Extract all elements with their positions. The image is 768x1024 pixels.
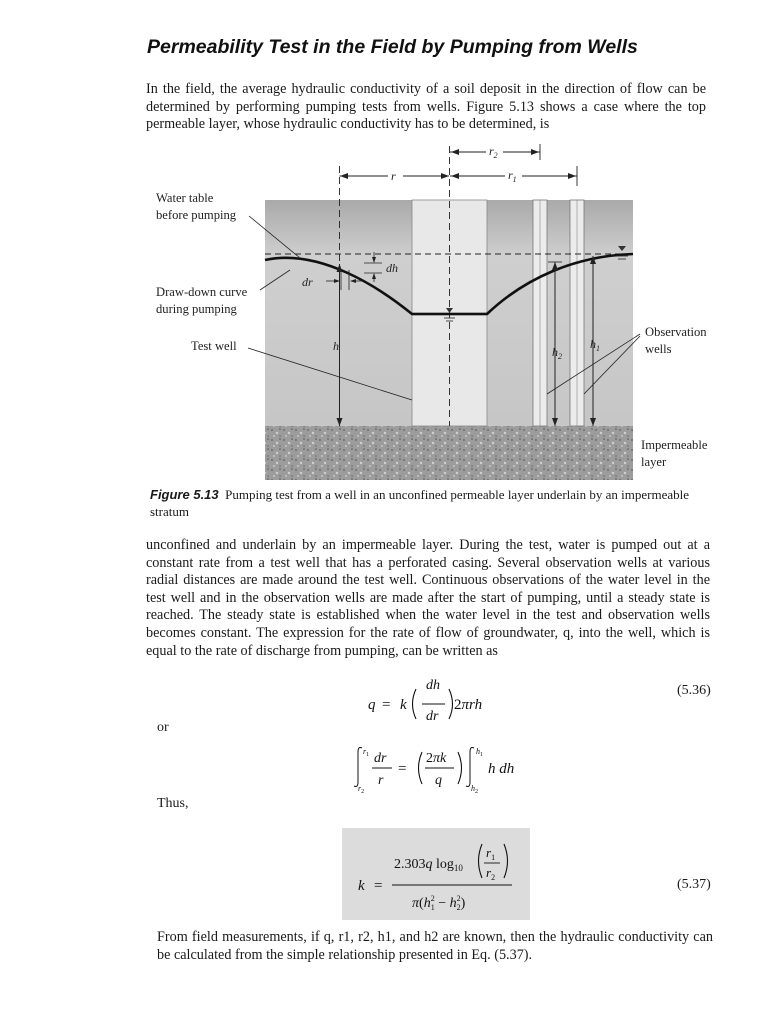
eq-5-36-number: (5.36) — [677, 683, 711, 698]
svg-text:=: = — [374, 878, 383, 894]
r2-label: $r_2$ — [489, 144, 498, 160]
svg-text:r: r — [378, 773, 384, 788]
h2-label: $h_2$ — [552, 345, 562, 361]
svg-text:k: k — [358, 878, 365, 894]
svg-text:=: = — [382, 697, 391, 713]
water-table-label-1: Water table — [156, 191, 214, 205]
svg-text:q: q — [435, 773, 442, 788]
r1-label: $r_1$ — [508, 168, 517, 184]
h-label: h — [333, 339, 339, 353]
integral-equation — [352, 742, 532, 794]
svg-text:r2: $r_2$ — [486, 865, 496, 882]
thus-word: Thus, — [157, 796, 189, 811]
svg-text:dr: dr — [374, 751, 387, 766]
svg-text:=: = — [398, 761, 407, 777]
figure-5-13-diagram — [150, 138, 720, 483]
dh-label: dh — [386, 261, 398, 275]
svg-text:r1: $r_1$ — [363, 747, 370, 758]
svg-text:2πrh: 2πrh — [454, 697, 483, 713]
drawdown-label-1: Draw-down curve — [156, 285, 248, 299]
intro-paragraph: In the field, the average hydraulic conductivity of a soil deposit in the direction of flow can be determined by performing pumping tests from wells. Figure 5.13 shows a case where the top permeable layer, whose hydraulic conductivity has to be determined, is — [146, 81, 706, 133]
equation-5-37-box — [342, 828, 530, 920]
observation-wells-label-1: Observation — [645, 325, 707, 339]
svg-text:dr: dr — [426, 709, 439, 724]
svg-text:r2: $r_2$ — [358, 784, 365, 794]
figure-caption — [150, 487, 690, 520]
svg-text:r1: $r_1$ — [486, 845, 496, 862]
impermeable-label-1: Impermeable — [641, 438, 708, 452]
impermeable-layer — [265, 426, 633, 480]
section-title: Permeability Test in the Field by Pumping from Wells — [147, 36, 638, 58]
svg-text:h dh: h dh — [488, 761, 515, 777]
svg-text:π(h21 − h22): $\pi(h^2$ $1 - h^2$ 2) — [412, 894, 466, 912]
svg-text:q: q — [368, 697, 376, 713]
impermeable-label-2: layer — [641, 455, 667, 469]
or-word: or — [157, 720, 169, 735]
body-paragraph: unconfined and underlain by an impermeable layer. During the test, water is pumped out at a constant rate from a test well that has a perforated casing. Several observation wells at various radial distances are made around the test well. Continuous observations of the water level in the test well and in the observation wells are made after the start of pumping, until a steady state is reached. The steady state is established when the water level in the test and observation wells becomes constant. The expression for the rate of flow of groundwater, q, into the well, which is equal to the rate of discharge from pumping, can be written as — [146, 537, 710, 659]
water-table-label-2: before pumping — [156, 208, 237, 222]
svg-text:h1: $h_1$ — [476, 747, 483, 758]
svg-text:k: k — [400, 697, 407, 713]
closing-paragraph: From field measurements, if q, r1, r2, h1, and h2 are known, then the hydraulic conductivity can be calculated from the simple relationship presented in Eq. (5.37). — [157, 929, 713, 963]
svg-text:2.303q log10: 2.303q $\log_{10}$ — [394, 857, 463, 873]
eq-5-37-number: (5.37) — [677, 877, 711, 892]
dr-label: dr — [302, 275, 313, 289]
test-well-label: Test well — [191, 339, 237, 353]
svg-text:dh: dh — [426, 678, 440, 693]
svg-text:h2: $h_2$ — [471, 784, 478, 794]
figure-number: Figure 5.13 — [150, 487, 219, 502]
svg-text:2πk: 2πk — [426, 751, 447, 766]
r-label: r — [391, 169, 396, 183]
figure-caption-text: Pumping test from a well in an unconfined permeable layer underlain by an impermeable stratum — [150, 487, 690, 519]
observation-wells-label-2: wells — [645, 342, 672, 356]
drawdown-label-2: during pumping — [156, 302, 237, 316]
h1-label: $h_1$ — [590, 337, 600, 353]
